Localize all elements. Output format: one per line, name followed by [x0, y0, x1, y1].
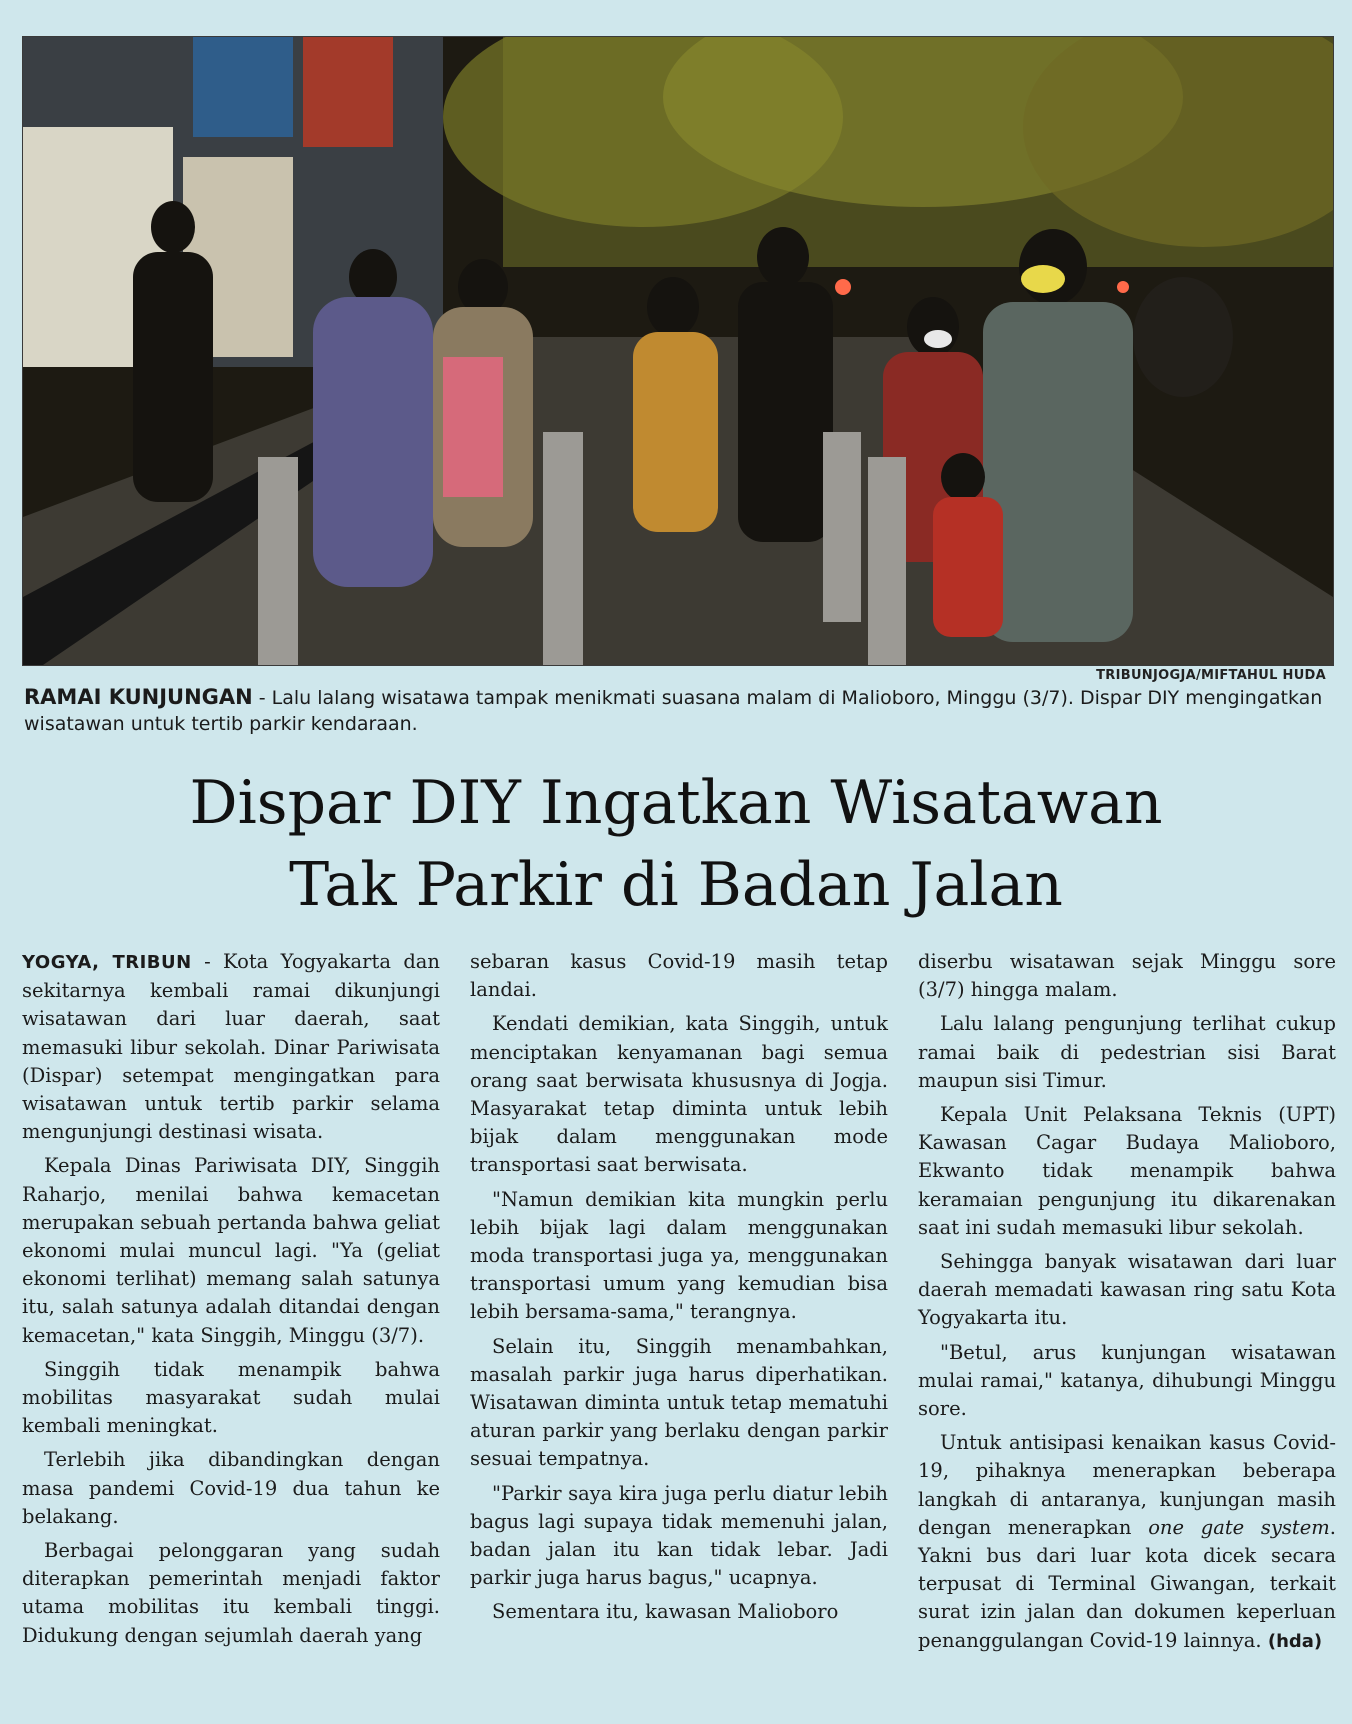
italic-term: one gate system [1148, 1515, 1330, 1539]
photo-caption [24, 684, 1334, 737]
paragraph: Selain itu, Singgih menambahkan, masalah parkir juga harus diperhatikan. Wisatawan diminta untuk tetap mematuhi aturan parkir yang berlaku dengan parkir sesuai tempatnya. [470, 1334, 888, 1471]
article-column-1 [22, 948, 440, 1708]
paragraph: Sementara itu, kawasan Malioboro [492, 1600, 839, 1624]
article-headline [0, 762, 1352, 926]
paragraph: Lalu lalang pengunjung terlihat cukup ramai baik di pedestrian sisi Barat maupun sisi Timur. [918, 1012, 1336, 1092]
photo-credit: TRIBUNJOGJA/MIFTAHUL HUDA [1096, 668, 1326, 683]
paragraph: YOGYA, TRIBUN - Kota Yogyakarta dan sekitarnya kembali ramai dikunjungi wisatawan dari luar daerah, saat memasuki libur sekolah. Dinar Pariwisata (Dispar) setempat mengingatkan para wisatawan untuk tertib parkir selama mengunjungi destinasi wisata. [22, 950, 440, 1144]
headline-line-1: Dispar DIY Ingatkan Wisatawan [189, 768, 1163, 838]
headline-line-2: Tak Parkir di Badan Jalan [289, 850, 1063, 920]
paragraph: Berbagai pelonggaran yang sudah diterapkan pemerintah menjadi faktor utama mobilitas itu kembali tinggi. Didukung dengan sejumlah daerah yang [22, 1539, 440, 1647]
caption-text: - Lalu lalang wisatawa tampak menikmati suasana malam di Malioboro, Minggu (3/7). Dispar DIY mengingatkan wisatawan untuk tertib parkir kendaraan. [24, 687, 1323, 735]
paragraph: Kepala Unit Pelaksana Teknis (UPT) Kawasan Cagar Budaya Malioboro, Ekwanto tidak menampik bahwa keramaian pengunjung itu dikarenakan saat ini sudah memasuki libur sekolah. [918, 1103, 1336, 1239]
article-column-2 [470, 948, 888, 1708]
paragraph: Terlebih jika dibandingkan dengan masa pandemi Covid-19 dua tahun ke belakang. [22, 1448, 440, 1528]
paragraph: "Parkir saya kira juga perlu diatur lebih bagus lagi supaya tidak memenuhi jalan, badan jalan itu kan tidak lebar. Jadi parkir juga harus bagus," ucapnya. [470, 1481, 888, 1590]
paragraph: "Betul, arus kunjungan wisatawan mulai ramai," katanya, dihubungi Minggu sore. [918, 1340, 1336, 1421]
article-body [22, 948, 1336, 1708]
article-photo [22, 36, 1334, 666]
paragraph: Singgih tidak menampik bahwa mobilitas masyarakat sudah mulai kembali meningkat. [22, 1357, 440, 1438]
caption-kicker: RAMAI KUNJUNGAN [24, 685, 253, 709]
street-crowd-photo-icon [23, 37, 1333, 665]
paragraph: Sehingga banyak wisatawan dari luar daerah memadati kawasan ring satu Kota Yogyakarta itu. [918, 1250, 1336, 1330]
paragraph: Untuk antisipasi kenaikan kasus Covid-19, pihaknya menerapkan beberapa langkah di antaranya, kunjungan masih dengan menerapkan one gate system. Yakni bus dari luar kota dicek secara terpusat di Terminal Giwangan, terkait surat izin jalan dan dokumen keperluan penanggulangan Covid-19 lainnya. (hda) [918, 1431, 1336, 1652]
author-signature: (hda) [1267, 1630, 1323, 1652]
article-column-3 [918, 948, 1336, 1708]
paragraph: "Namun demikian kita mungkin perlu lebih bijak lagi dalam menggunakan moda transportasi juga ya, menggunakan transportasi umum yang kemudian bisa lebih bersama-sama," terangnya. [470, 1187, 888, 1324]
paragraph: diserbu wisatawan sejak Minggu sore (3/7) hingga malam. [918, 950, 1336, 1002]
paragraph: Kendati demikian, kata Singgih, untuk menciptakan kenyamanan bagi semua orang saat berwisata khususnya di Jogja. Masyarakat tetap diminta untuk lebih bijak dalam menggunakan mode transportasi saat berwisata. [470, 1012, 888, 1177]
dateline: YOGYA, TRIBUN [22, 952, 192, 973]
paragraph: sebaran kasus Covid-19 masih tetap landai. [470, 950, 888, 1002]
paragraph: Kepala Dinas Pariwisata DIY, Singgih Raharjo, menilai bahwa kemacetan merupakan sebuah pertanda bahwa geliat ekonomi mulai muncul lagi. "Ya (geliat ekonomi terlihat) memang salah satunya itu, salah satunya adalah ditandai dengan kemacetan," kata Singgih, Minggu (3/7). [22, 1154, 441, 1347]
